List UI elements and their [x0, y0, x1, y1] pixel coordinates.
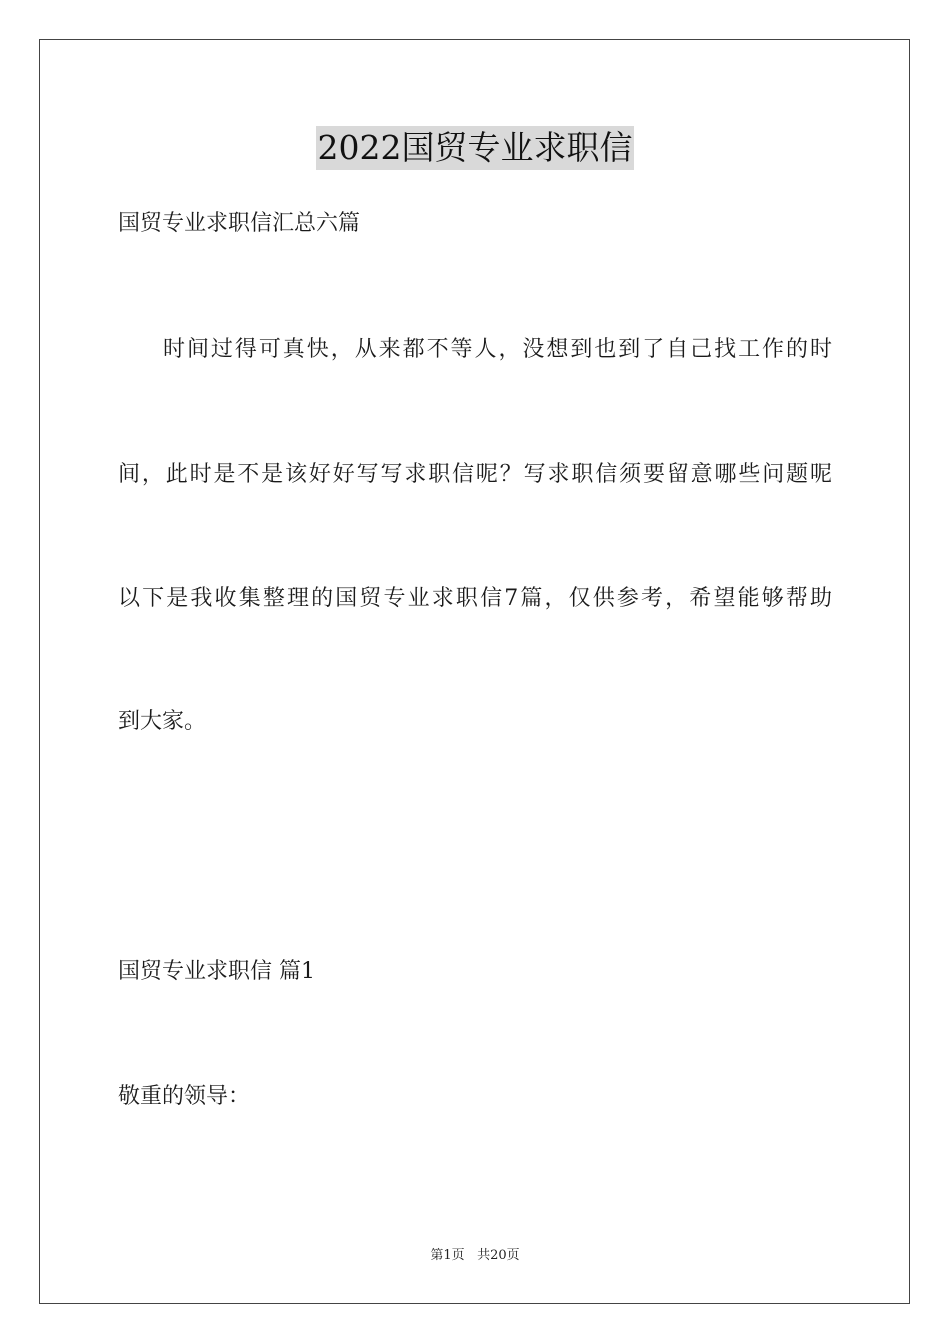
document-title: 2022国贸专业求职信: [316, 126, 635, 170]
intro-line-1: 时间过得可真快，从来都不等人，没想到也到了自己找工作的时: [163, 337, 832, 362]
salutation: 敬重的领导：: [118, 1084, 251, 1109]
document-subtitle: 国贸专业求职信汇总六篇: [118, 211, 361, 236]
title-container: [0, 126, 950, 170]
section-heading: 国贸专业求职信 篇1: [118, 959, 315, 984]
intro-line-4: 到大家。: [118, 709, 207, 734]
page-number: 第1页: [430, 1248, 465, 1263]
intro-line-3: 以下是我收集整理的国贸专业求职信7篇，仅供参考，希望能够帮助: [118, 586, 832, 611]
page-total: 共20页: [477, 1248, 520, 1263]
page-footer: [0, 1247, 950, 1265]
intro-line-2: 间，此时是不是该好好写写求职信呢？写求职信须要留意哪些问题呢: [118, 462, 832, 487]
